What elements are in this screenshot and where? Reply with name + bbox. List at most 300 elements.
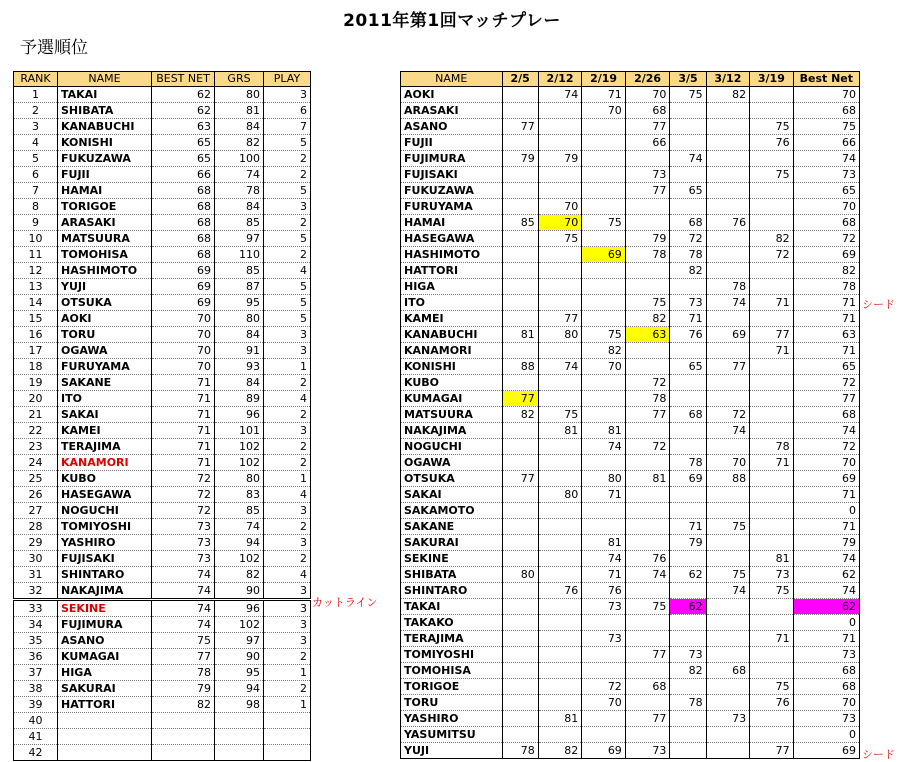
play-cell <box>264 729 311 745</box>
round-score-cell: 75 <box>538 231 582 247</box>
rank-cell: 23 <box>14 439 58 455</box>
rank-cell: 30 <box>14 551 58 567</box>
player-name-cell: KANAMORI <box>401 343 503 359</box>
player-name-cell: OGAWA <box>401 455 503 471</box>
round-score-cell: 63 <box>625 327 670 343</box>
rank-cell: 26 <box>14 487 58 503</box>
best-net-cell: 73 <box>793 711 859 727</box>
ranking-row <box>14 697 311 713</box>
round-score-cell <box>706 695 750 711</box>
round-score-cell: 75 <box>750 679 794 695</box>
best-net-cell: 70 <box>793 455 859 471</box>
round-score-cell <box>750 279 794 295</box>
rank-cell: 7 <box>14 183 58 199</box>
rank-cell: 35 <box>14 633 58 649</box>
round-score-cell: 78 <box>625 391 670 407</box>
best-net-cell: 72 <box>152 471 215 487</box>
best-net-cell: 69 <box>152 263 215 279</box>
player-name-cell: TORU <box>401 695 503 711</box>
best-net-cell: 68 <box>152 231 215 247</box>
best-net-cell: 74 <box>793 551 859 567</box>
round-score-cell <box>750 407 794 423</box>
grs-cell: 84 <box>215 375 264 391</box>
best-net-cell: 73 <box>793 647 859 663</box>
round-score-cell <box>750 183 794 199</box>
name-cell: TORIGOE <box>58 199 152 215</box>
round-score-cell <box>502 343 538 359</box>
best-net-cell: 73 <box>793 167 859 183</box>
round-score-cell <box>502 263 538 279</box>
round-score-cell: 85 <box>502 215 538 231</box>
scores-header-1: 2/5 <box>502 72 538 87</box>
round-score-cell <box>670 743 706 759</box>
round-score-cell <box>750 615 794 631</box>
best-net-cell: 72 <box>793 375 859 391</box>
player-name-cell: FUJII <box>401 135 503 151</box>
round-score-cell <box>538 695 582 711</box>
round-score-cell: 88 <box>706 471 750 487</box>
best-net-cell: 71 <box>793 519 859 535</box>
round-score-cell <box>538 679 582 695</box>
rank-cell: 24 <box>14 455 58 471</box>
play-cell: 5 <box>264 295 311 311</box>
player-name-cell: TAKAI <box>401 599 503 615</box>
rank-cell: 25 <box>14 471 58 487</box>
round-score-cell <box>502 615 538 631</box>
player-name-cell: FUJIMURA <box>401 151 503 167</box>
round-score-cell <box>502 647 538 663</box>
scores-row <box>401 711 860 727</box>
round-score-cell <box>538 135 582 151</box>
play-cell: 3 <box>264 503 311 519</box>
round-score-cell: 81 <box>750 551 794 567</box>
best-net-cell: 70 <box>152 343 215 359</box>
player-name-cell: SHIBATA <box>401 567 503 583</box>
best-net-cell: 69 <box>793 247 859 263</box>
scores-header-8: Best Net <box>793 72 859 87</box>
round-score-cell <box>706 375 750 391</box>
round-score-cell <box>538 567 582 583</box>
round-score-cell <box>538 119 582 135</box>
round-score-cell <box>582 231 626 247</box>
best-net-cell: 70 <box>152 359 215 375</box>
ranking-row <box>14 183 311 199</box>
play-cell: 3 <box>264 583 311 600</box>
name-cell: KAMEI <box>58 423 152 439</box>
round-score-cell: 66 <box>625 135 670 151</box>
best-net-cell: 70 <box>152 327 215 343</box>
player-name-cell: KONISHI <box>401 359 503 375</box>
ranking-header-4: PLAY <box>264 72 311 87</box>
rank-cell: 10 <box>14 231 58 247</box>
round-score-cell: 68 <box>670 407 706 423</box>
ranking-row <box>14 665 311 681</box>
rank-cell: 6 <box>14 167 58 183</box>
player-name-cell: ITO <box>401 295 503 311</box>
round-score-cell <box>706 743 750 759</box>
grs-cell: 102 <box>215 455 264 471</box>
best-net-cell: 74 <box>793 151 859 167</box>
player-name-cell: HATTORI <box>401 263 503 279</box>
round-score-cell <box>538 455 582 471</box>
round-score-cell <box>750 423 794 439</box>
scores-row <box>401 279 860 295</box>
round-score-cell <box>538 535 582 551</box>
grs-cell: 78 <box>215 183 264 199</box>
play-cell: 2 <box>264 215 311 231</box>
ranking-header-1: NAME <box>58 72 152 87</box>
round-score-cell <box>538 375 582 391</box>
scores-header-5: 3/5 <box>670 72 706 87</box>
name-cell: KONISHI <box>58 135 152 151</box>
ranking-row <box>14 375 311 391</box>
ranking-row <box>14 359 311 375</box>
rank-cell: 39 <box>14 697 58 713</box>
best-net-cell: 65 <box>152 151 215 167</box>
scores-row <box>401 247 860 263</box>
player-name-cell: ASANO <box>401 119 503 135</box>
round-score-cell <box>538 727 582 743</box>
round-score-cell <box>502 231 538 247</box>
round-score-cell: 69 <box>670 471 706 487</box>
rank-cell: 29 <box>14 535 58 551</box>
round-score-cell <box>538 247 582 263</box>
grs-cell: 102 <box>215 439 264 455</box>
play-cell: 2 <box>264 551 311 567</box>
name-cell: OGAWA <box>58 343 152 359</box>
player-name-cell: TAKAKO <box>401 615 503 631</box>
play-cell: 1 <box>264 665 311 681</box>
scores-row <box>401 679 860 695</box>
player-name-cell: NAKAJIMA <box>401 423 503 439</box>
round-score-cell <box>670 583 706 599</box>
round-score-cell <box>706 391 750 407</box>
rank-cell: 2 <box>14 103 58 119</box>
round-score-cell: 68 <box>625 103 670 119</box>
round-score-cell: 79 <box>538 151 582 167</box>
scores-row <box>401 583 860 599</box>
best-net-cell: 68 <box>152 215 215 231</box>
round-score-cell <box>706 343 750 359</box>
round-score-cell <box>706 487 750 503</box>
round-score-cell: 73 <box>750 567 794 583</box>
round-score-cell <box>538 599 582 615</box>
play-cell: 4 <box>264 263 311 279</box>
round-score-cell <box>670 615 706 631</box>
best-net-cell <box>152 745 215 761</box>
best-net-cell: 68 <box>793 407 859 423</box>
round-score-cell <box>625 583 670 599</box>
round-score-cell: 70 <box>582 359 626 375</box>
best-net-cell: 74 <box>793 423 859 439</box>
ranking-row <box>14 439 311 455</box>
grs-cell: 84 <box>215 119 264 135</box>
scores-header-6: 3/12 <box>706 72 750 87</box>
play-cell <box>264 745 311 761</box>
round-score-cell <box>502 375 538 391</box>
round-score-cell: 82 <box>706 87 750 103</box>
round-score-cell: 74 <box>582 439 626 455</box>
name-cell: TORU <box>58 327 152 343</box>
scores-row <box>401 87 860 103</box>
scores-header-4: 2/26 <box>625 72 670 87</box>
round-score-cell: 75 <box>750 167 794 183</box>
best-net-cell: 68 <box>152 199 215 215</box>
ranking-row <box>14 487 311 503</box>
scores-header-2: 2/12 <box>538 72 582 87</box>
play-cell: 2 <box>264 167 311 183</box>
best-net-cell: 71 <box>152 375 215 391</box>
grs-cell: 95 <box>215 665 264 681</box>
round-score-cell <box>670 487 706 503</box>
round-score-cell: 72 <box>670 231 706 247</box>
round-score-cell <box>750 263 794 279</box>
name-cell: KUMAGAI <box>58 649 152 665</box>
round-score-cell: 73 <box>706 711 750 727</box>
ranking-row <box>14 215 311 231</box>
name-cell: NOGUCHI <box>58 503 152 519</box>
round-score-cell <box>706 615 750 631</box>
round-score-cell <box>502 663 538 679</box>
grs-cell: 74 <box>215 167 264 183</box>
round-score-cell: 88 <box>502 359 538 375</box>
round-score-cell <box>502 695 538 711</box>
scores-row <box>401 167 860 183</box>
best-net-cell: 69 <box>152 295 215 311</box>
round-score-cell <box>502 167 538 183</box>
scores-row <box>401 135 860 151</box>
round-score-cell <box>625 695 670 711</box>
rank-cell: 8 <box>14 199 58 215</box>
round-score-cell: 82 <box>670 663 706 679</box>
round-score-cell <box>538 503 582 519</box>
round-score-cell: 78 <box>750 439 794 455</box>
player-name-cell: SAKANE <box>401 519 503 535</box>
player-name-cell: SAKAI <box>401 487 503 503</box>
round-score-cell: 68 <box>625 679 670 695</box>
rank-cell: 40 <box>14 713 58 729</box>
best-net-cell: 73 <box>152 551 215 567</box>
round-score-cell <box>502 711 538 727</box>
scores-row <box>401 615 860 631</box>
best-net-cell: 71 <box>793 631 859 647</box>
round-score-cell <box>625 615 670 631</box>
round-score-cell <box>706 135 750 151</box>
best-net-cell: 63 <box>793 327 859 343</box>
round-score-cell <box>502 727 538 743</box>
best-net-cell: 0 <box>793 503 859 519</box>
ranking-row <box>14 343 311 359</box>
round-score-cell: 65 <box>670 359 706 375</box>
name-cell: FUJISAKI <box>58 551 152 567</box>
best-net-cell: 71 <box>793 487 859 503</box>
scores-row <box>401 103 860 119</box>
round-score-cell <box>582 519 626 535</box>
round-score-cell <box>538 615 582 631</box>
best-net-cell: 70 <box>793 199 859 215</box>
round-score-cell: 70 <box>538 199 582 215</box>
best-net-cell: 65 <box>152 135 215 151</box>
round-score-cell: 69 <box>582 247 626 263</box>
ranking-header-2: BEST NET <box>152 72 215 87</box>
round-score-cell <box>502 487 538 503</box>
grs-cell: 98 <box>215 697 264 713</box>
round-score-cell: 77 <box>625 711 670 727</box>
round-score-cell <box>502 455 538 471</box>
player-name-cell: TOMIYOSHI <box>401 647 503 663</box>
ranking-row <box>14 103 311 119</box>
round-score-cell: 73 <box>582 631 626 647</box>
ranking-row <box>14 583 311 600</box>
round-score-cell <box>538 279 582 295</box>
name-cell <box>58 713 152 729</box>
ranking-header-3: GRS <box>215 72 264 87</box>
round-score-cell <box>582 503 626 519</box>
rank-cell: 28 <box>14 519 58 535</box>
grs-cell: 100 <box>215 151 264 167</box>
play-cell: 3 <box>264 199 311 215</box>
round-score-cell: 75 <box>750 119 794 135</box>
ranking-row <box>14 423 311 439</box>
best-net-cell: 62 <box>793 599 859 615</box>
round-score-cell: 77 <box>625 407 670 423</box>
play-cell: 3 <box>264 600 311 617</box>
scores-row <box>401 695 860 711</box>
name-cell: KANAMORI <box>58 455 152 471</box>
round-score-cell <box>670 503 706 519</box>
round-score-cell <box>502 423 538 439</box>
round-score-cell: 75 <box>670 87 706 103</box>
round-score-cell <box>538 551 582 567</box>
name-cell: TERAJIMA <box>58 439 152 455</box>
round-score-cell: 82 <box>625 311 670 327</box>
rank-cell: 32 <box>14 583 58 600</box>
round-score-cell <box>670 711 706 727</box>
scores-row <box>401 503 860 519</box>
play-cell: 3 <box>264 343 311 359</box>
round-score-cell: 78 <box>670 247 706 263</box>
round-score-cell: 71 <box>582 487 626 503</box>
round-score-cell: 72 <box>706 407 750 423</box>
best-net-cell: 78 <box>152 665 215 681</box>
round-score-cell <box>706 679 750 695</box>
best-net-cell: 72 <box>793 439 859 455</box>
name-cell: KUBO <box>58 471 152 487</box>
round-score-cell: 71 <box>750 631 794 647</box>
play-cell: 1 <box>264 471 311 487</box>
round-score-cell <box>582 407 626 423</box>
round-score-cell <box>750 663 794 679</box>
round-score-cell: 79 <box>502 151 538 167</box>
round-score-cell <box>582 295 626 311</box>
round-score-cell <box>670 423 706 439</box>
ranking-row <box>14 633 311 649</box>
round-score-cell <box>582 151 626 167</box>
round-score-cell: 78 <box>625 247 670 263</box>
ranking-row <box>14 471 311 487</box>
best-net-cell: 68 <box>152 247 215 263</box>
best-net-cell: 77 <box>152 649 215 665</box>
best-net-cell: 71 <box>152 423 215 439</box>
best-net-cell: 71 <box>152 407 215 423</box>
best-net-cell: 71 <box>152 455 215 471</box>
player-name-cell: ARASAKI <box>401 103 503 119</box>
grs-cell: 89 <box>215 391 264 407</box>
round-score-cell <box>502 247 538 263</box>
ranking-row <box>14 327 311 343</box>
grs-cell: 102 <box>215 551 264 567</box>
grs-cell: 84 <box>215 327 264 343</box>
round-score-cell: 77 <box>750 327 794 343</box>
best-net-cell: 71 <box>793 343 859 359</box>
round-score-cell <box>750 311 794 327</box>
round-score-cell <box>502 311 538 327</box>
name-cell: AOKI <box>58 311 152 327</box>
name-cell: SEKINE <box>58 600 152 617</box>
round-score-cell <box>625 343 670 359</box>
round-score-cell <box>538 183 582 199</box>
round-score-cell <box>502 551 538 567</box>
play-cell: 1 <box>264 697 311 713</box>
best-net-cell: 73 <box>152 535 215 551</box>
round-score-cell: 71 <box>582 567 626 583</box>
player-name-cell: YUJI <box>401 743 503 759</box>
scores-header-0: NAME <box>401 72 503 87</box>
scores-row <box>401 567 860 583</box>
round-score-cell: 72 <box>582 679 626 695</box>
round-score-cell <box>670 103 706 119</box>
round-score-cell <box>502 279 538 295</box>
round-score-cell <box>750 199 794 215</box>
round-score-cell <box>502 583 538 599</box>
play-cell: 4 <box>264 567 311 583</box>
round-score-cell <box>750 711 794 727</box>
player-name-cell: TERAJIMA <box>401 631 503 647</box>
scores-table <box>400 71 860 759</box>
best-net-cell: 68 <box>793 103 859 119</box>
round-score-cell <box>750 375 794 391</box>
ranking-row <box>14 617 311 633</box>
name-cell: SHIBATA <box>58 103 152 119</box>
ranking-row <box>14 311 311 327</box>
round-score-cell: 76 <box>706 215 750 231</box>
play-cell: 2 <box>264 407 311 423</box>
round-score-cell: 81 <box>582 535 626 551</box>
rank-cell: 9 <box>14 215 58 231</box>
round-score-cell <box>502 87 538 103</box>
player-name-cell: SHINTARO <box>401 583 503 599</box>
round-score-cell <box>750 535 794 551</box>
round-score-cell <box>538 631 582 647</box>
page-title: 2011年第1回マッチプレー <box>343 11 561 31</box>
round-score-cell: 74 <box>538 87 582 103</box>
round-score-cell: 77 <box>625 183 670 199</box>
scores-row <box>401 391 860 407</box>
round-score-cell: 74 <box>670 151 706 167</box>
player-name-cell: FUKUZAWA <box>401 183 503 199</box>
scores-row <box>401 487 860 503</box>
round-score-cell <box>670 391 706 407</box>
name-cell: TOMIYOSHI <box>58 519 152 535</box>
round-score-cell <box>670 375 706 391</box>
round-score-cell <box>750 151 794 167</box>
round-score-cell: 68 <box>706 663 750 679</box>
round-score-cell <box>502 135 538 151</box>
play-cell: 4 <box>264 487 311 503</box>
best-net-cell: 0 <box>793 727 859 743</box>
scores-row <box>401 151 860 167</box>
round-score-cell: 82 <box>502 407 538 423</box>
